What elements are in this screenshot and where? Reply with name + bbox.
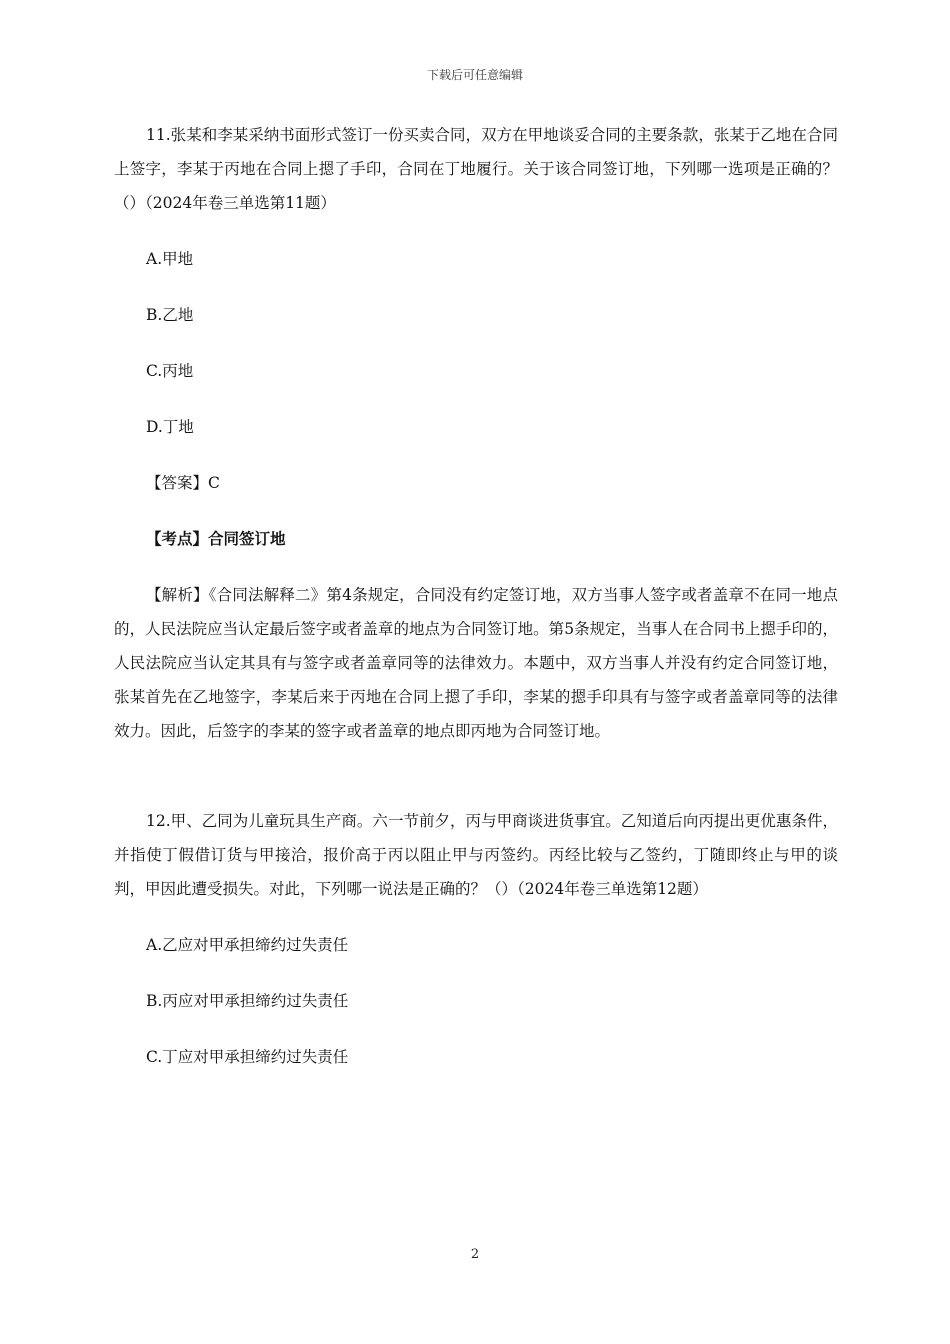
question-11-option-b: B.乙地 (146, 306, 194, 324)
question-11-analysis: 【解析】《合同法解释二》第4条规定，合同没有约定签订地，双方当事人签字或者盖章不在同一地点的，人民法院应当认定最后签字或者盖章的地点为合同签订地。第5条规定，当事人在合同书上摁手印的，人民法院应当认定其具有与签字或者盖章同等的法律效力。本题中，双方当事人并没有约定合同签订地，张某首先在乙地签字，李某后来于丙地在合同上摁了手印，李某的摁手印具有与签字或者盖章同等的法律效力。因此，后签字的李某的签字或者盖章的地点即丙地为合同签订地。 (114, 586, 838, 740)
question-11-stem: 11.张某和李某采纳书面形式签订一份买卖合同，双方在甲地谈妥合同的主要条款，张某于乙地在合同上签字，李某于丙地在合同上摁了手印，合同在丁地履行。关于该合同签订地，下列哪一选项是正确的？（）（2024年卷三单选第11题） (114, 126, 838, 212)
question-11-answer: 【答案】C (146, 474, 220, 492)
question-12-option-b: B.丙应对甲承担缔约过失责任 (146, 992, 349, 1010)
spacer (114, 906, 838, 928)
question-12-option-a: A.乙应对甲承担缔约过失责任 (146, 936, 349, 954)
document-body (114, 118, 838, 1074)
question-11-option-c: C.丙地 (146, 362, 194, 380)
page-number: 2 (470, 1247, 480, 1262)
spacer (114, 1018, 838, 1040)
question-11-option-d: D.丁地 (146, 418, 194, 436)
spacer (114, 556, 838, 578)
spacer (114, 748, 838, 804)
spacer (114, 444, 838, 466)
question-12-stem: 12.甲、乙同为儿童玩具生产商。六一节前夕，丙与甲商谈进货事宜。乙知道后向丙提出更优惠条件，并指使丁假借订货与甲接洽，报价高于丙以阻止甲与丙签约。丙经比较与乙签约，丁随即终止与甲的谈判，甲因此遭受损失。对此，下列哪一说法是正确的？（）（2024年卷三单选第12题） (114, 812, 838, 898)
spacer (114, 276, 838, 298)
spacer (114, 500, 838, 522)
spacer (114, 962, 838, 984)
spacer (114, 388, 838, 410)
question-11-key-point: 【考点】合同签订地 (146, 529, 286, 548)
question-12-option-c: C.丁应对甲承担缔约过失责任 (146, 1048, 349, 1066)
spacer (114, 220, 838, 242)
page-header: 下载后可任意编辑 (426, 68, 523, 82)
spacer (114, 332, 838, 354)
question-11-option-a: A.甲地 (146, 250, 194, 268)
